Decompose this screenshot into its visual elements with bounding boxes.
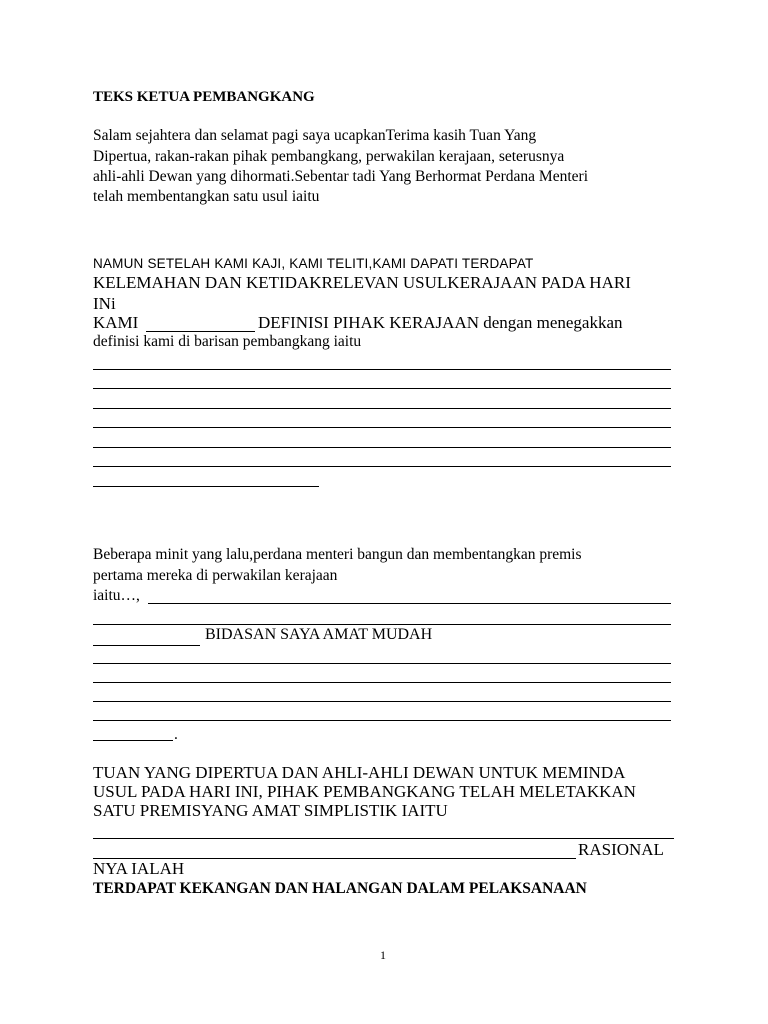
kami-rest: DEFINISI PIHAK KERAJAAN dengan menegakkan — [258, 313, 623, 332]
bidasan-blank — [93, 645, 200, 646]
section1-line: INi — [93, 294, 116, 313]
blank-line — [93, 486, 319, 487]
blank-line — [93, 624, 671, 625]
iaitu-label: iaitu…, — [93, 587, 140, 604]
blank-line — [93, 663, 671, 664]
section1-line: definisi kami di barisan pembangkang iaitu — [93, 333, 362, 350]
blank-line — [93, 740, 173, 741]
section2-line: pertama mereka di perwakilan kerajaan — [93, 567, 338, 584]
kami-label: KAMI — [93, 313, 139, 332]
section1-line: KELEMAHAN DAN KETIDAKRELEVAN USULKERAJAAN PADA HARI — [93, 273, 631, 292]
blank-line — [93, 369, 671, 370]
intro-line: Salam sejahtera dan selamat pagi saya ucapkanTerima kasih Tuan Yang — [93, 127, 537, 144]
blank-line — [93, 682, 671, 683]
blank-line — [148, 603, 671, 604]
nya-ialah: NYA IALAH — [93, 859, 185, 878]
section3-line: SATU PREMISYANG AMAT SIMPLISTIK IAITU — [93, 801, 448, 820]
section2-line: Beberapa minit yang lalu,perdana menteri bangun dan membentangkan premis — [93, 546, 582, 563]
intro-line: ahli-ahli Dewan yang dihormati.Sebentar tadi Yang Berhormat Perdana Menteri — [93, 168, 589, 185]
kami-blank — [146, 331, 255, 332]
bold-statement: TERDAPAT KEKANGAN DAN HALANGAN DALAM PELAKSANAAN — [93, 880, 587, 897]
blank-line — [93, 838, 674, 839]
blank-line — [93, 447, 671, 448]
page-number: 1 — [380, 948, 386, 962]
section3-line: USUL PADA HARI INI, PIHAK PEMBANGKANG TELAH MELETAKKAN — [93, 782, 636, 801]
blank-line — [93, 408, 671, 409]
section3-line: TUAN YANG DIPERTUA DAN AHLI-AHLI DEWAN UNTUK MEMINDA — [93, 763, 626, 782]
blank-line — [93, 701, 671, 702]
intro-line: telah membentangkan satu usul iaitu — [93, 188, 320, 205]
blank-line — [93, 720, 671, 721]
period: . — [174, 726, 178, 743]
bidasan-label: BIDASAN SAYA AMAT MUDAH — [205, 626, 433, 643]
section1-sans-line: NAMUN SETELAH KAMI KAJI, KAMI TELITI,KAMI DAPATI TERDAPAT — [93, 256, 534, 271]
blank-line — [93, 388, 671, 389]
intro-line: Dipertua, rakan-rakan pihak pembangkang, perwakilan kerajaan, seterusnya — [93, 148, 565, 165]
blank-line — [93, 427, 671, 428]
document-title: TEKS KETUA PEMBANGKANG — [93, 89, 315, 105]
blank-line — [93, 466, 671, 467]
rasional-label: RASIONAL — [578, 840, 664, 859]
